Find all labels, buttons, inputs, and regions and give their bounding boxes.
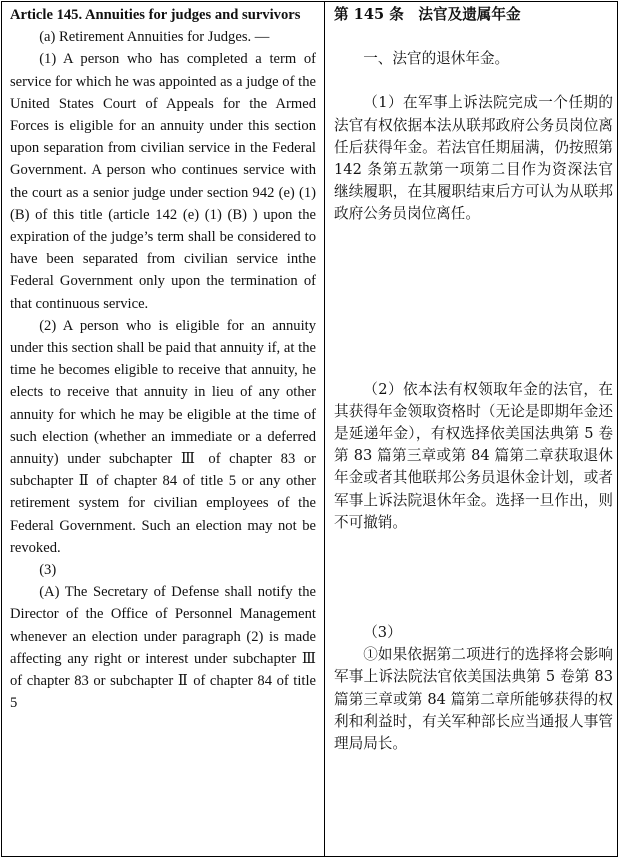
chinese-column [334,2,613,755]
chinese-paragraph-item-2: （2）依本法有权领取年金的法官，在其获得年金领取资格时（无论是即期年金还是延递年金），有权选择依美国法典第 5 卷第 83 篇第三章或第 84 篇第二章获取退休年金或者其他联邦公务员退休金计划，或者军事上诉法院退休年金。选择一旦作出，则不可撤销。 [334,380,613,531]
chinese-article-title: 第 145 条 法官及遗属年金 [334,6,521,23]
english-paragraph-3: (3) [39,562,57,579]
english-paragraph-1: (1) A person who has completed a term of service for which he was appointed as a judge of the United States Court of Appeals for the Armed Forces is eligible for an annuity under this section upon separation from civilian service in the Federal Government. A person who continues service with the court as a senior judge under section 942 (e) (1) (B) of this title (article 142 (e) (1) (B) ) upon the expiration of the judge’s term shall be considered to have been separated from civilian service inthe Federal Government only upon the termination of that continuous service. [10,51,316,312]
english-column [10,2,316,715]
english-article-title: Article 145. Annuities for judges and survivors [10,7,301,23]
english-paragraph-2: (2) A person who is eligible for an annuity under this section shall be paid that annuity if, at the time he becomes eligible to receive that annuity, he elects to receive that annuity in lieu of any other annuity for which he may be eligible at the time of such election (whether an immediate or a deferred annuity) under subchapter Ⅲ of chapter 83 or subchapter Ⅱ of chapter 84 of title 5 or any other retirement system for civilian employees of the Federal Government. Such an election may not be revoked. [10,317,316,556]
chinese-paragraph-1: 一、法官的退休年金。 [363,50,510,68]
english-paragraph-3a: (A) The Secretary of Defense shall notify the Director of the Office of Personnel Management whenever an election under paragraph (2) is made affecting any right or interest under subchapter Ⅲ of chapter 83 or subchapter Ⅱ of chapter 84 of title 5 [10,584,316,712]
english-paragraph-a: (a) Retirement Annuities for Judges. — [39,29,270,46]
column-divider [324,2,325,856]
chinese-paragraph-item-3a: ①如果依据第二项进行的选择将会影响军事上诉法院法官依美国法典第 5 卷第 83 篇第三章或第 84 篇第二章所能够获得的权利和利益时，有关军种部长应当通报人事管理局局长。 [334,646,613,753]
chinese-paragraph-item-3: （3） [363,624,402,642]
chinese-paragraph-item-1: （1）在军事上诉法院完成一个任期的法官有权依据本法从联邦政府公务员岗位离任后获得年金。若法官任期届满，仍按照第 142 条第五款第一项第二目作为资深法官继续履职，在其履职结束后方可认为从联邦政府公务员岗位离任。 [334,94,613,223]
bilingual-table [1,1,618,857]
